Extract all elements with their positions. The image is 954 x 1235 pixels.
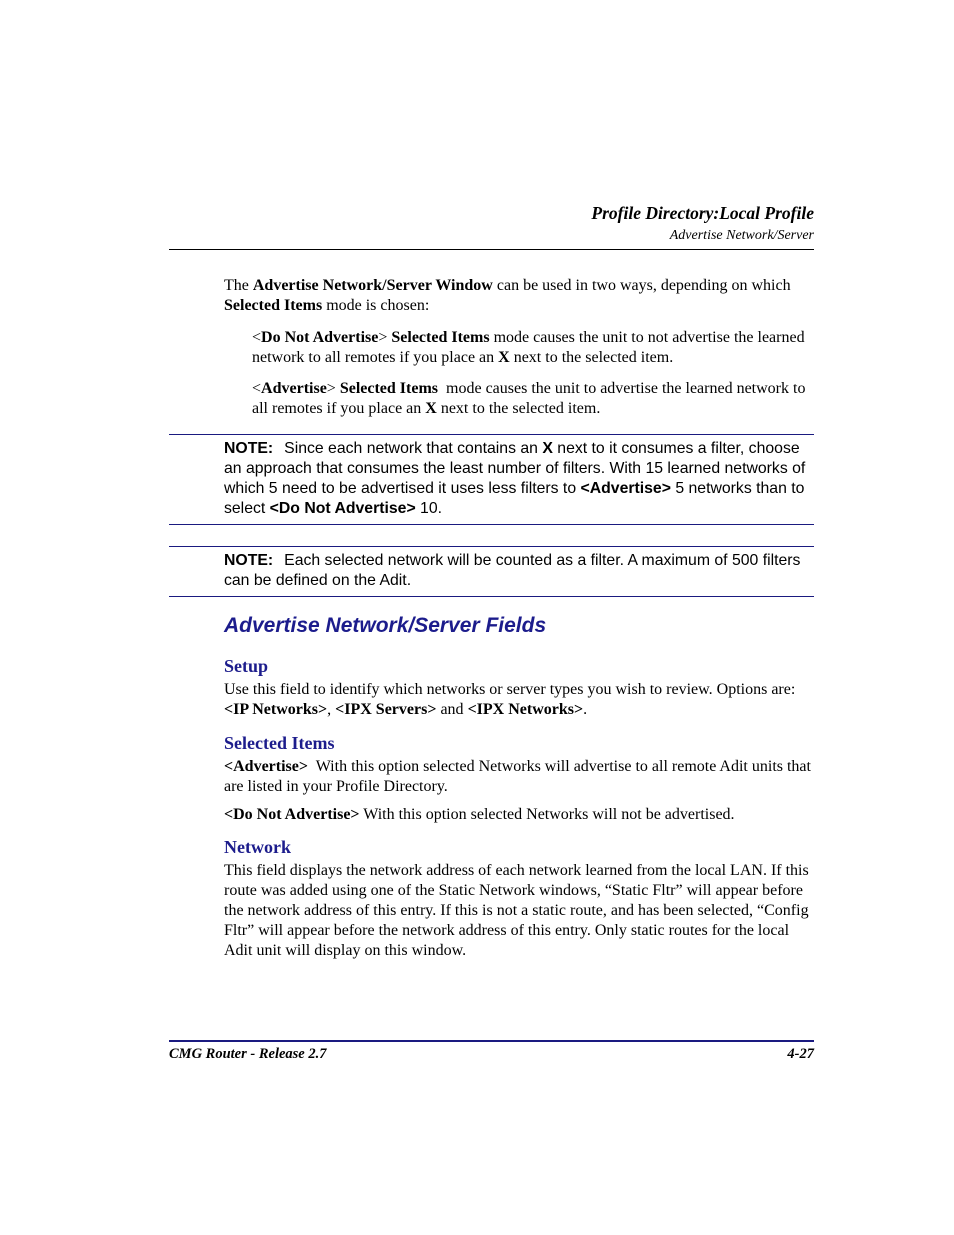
network-heading: Network bbox=[224, 837, 291, 857]
bold: Selected Items bbox=[391, 329, 490, 346]
note2 bbox=[224, 551, 814, 591]
text: < bbox=[252, 380, 262, 397]
selected-items-advertise bbox=[224, 757, 814, 797]
footer-left: CMG Router - Release 2.7 bbox=[169, 1046, 327, 1062]
bold: <Advertise> bbox=[580, 480, 671, 497]
note1-bottom-rule bbox=[169, 524, 814, 525]
text: Use this field to identify which networks or server types you wish to review. Options are: bbox=[224, 681, 796, 698]
note2-top-rule bbox=[169, 546, 814, 547]
footer-rule bbox=[169, 1040, 814, 1042]
text: 5 networks than to select bbox=[224, 480, 805, 517]
text: next to the selected item. bbox=[436, 400, 601, 417]
text: Since each network that contains an bbox=[284, 440, 543, 457]
note-label: NOTE: bbox=[224, 552, 274, 569]
text: With this option selected Networks will not be advertised. bbox=[359, 806, 735, 823]
text: and bbox=[436, 701, 468, 718]
text: mode causes the unit to not advertise the learned network to all remotes if you place an bbox=[252, 329, 805, 366]
bold: <IPX Servers> bbox=[335, 701, 437, 718]
text: With this option selected Networks will advertise to all remote Adit units that are listed in your Profile Directory. bbox=[224, 758, 815, 795]
text: 10. bbox=[415, 500, 443, 517]
text: < bbox=[252, 329, 262, 346]
text: > bbox=[326, 380, 340, 397]
bold: Advertise bbox=[261, 380, 327, 397]
bold: Do Not Advertise bbox=[261, 329, 379, 346]
note2-bottom-rule bbox=[169, 596, 814, 597]
network-text: This field displays the network address of each network learned from the local LAN. If this route was added using one of the Static Network windows, “Static Fltr” will appear before the network address of this entry. If this is not a static route, and has been selected, “Config Fltr” will appear before the network address of this entry. Only static routes for the local Adit unit will display on this window. bbox=[224, 862, 809, 959]
note1 bbox=[224, 439, 814, 519]
bold: X bbox=[425, 400, 437, 417]
bold: <IPX Networks> bbox=[467, 701, 584, 718]
note-label: NOTE: bbox=[224, 440, 274, 457]
running-header-subtitle: Advertise Network/Server bbox=[669, 228, 814, 243]
bold: <Do Not Advertise> bbox=[269, 500, 416, 517]
text: > bbox=[378, 329, 392, 346]
footer-page-number: 4-27 bbox=[787, 1046, 814, 1062]
intro-bold-1: Advertise Network/Server Window bbox=[252, 277, 493, 294]
bold: <Advertise> bbox=[224, 758, 308, 775]
bold: <IP Networks> bbox=[224, 701, 328, 718]
mode-do-not-advertise bbox=[252, 328, 814, 368]
intro-text-2: can be used in two ways, depending on which bbox=[492, 277, 791, 294]
intro-paragraph bbox=[224, 276, 814, 316]
intro-text-3: mode is chosen: bbox=[322, 297, 430, 314]
setup-heading: Setup bbox=[224, 656, 269, 676]
bold: Selected Items bbox=[339, 380, 439, 397]
text: next to it consumes a filter, choose an approach that consumes the least number of filters. With 15 learned networks of which 5 need to be advertised it uses less filters to bbox=[224, 440, 806, 497]
bold: X bbox=[498, 349, 510, 366]
text: Each selected network will be counted as a filter. A maximum of 500 filters can be defined on the Adit. bbox=[224, 552, 801, 589]
bold: X bbox=[542, 440, 553, 457]
header-rule bbox=[169, 249, 814, 250]
setup-text bbox=[224, 680, 814, 720]
selected-items-heading: Selected Items bbox=[224, 733, 335, 753]
intro-bold-2: Selected Items bbox=[224, 297, 323, 314]
bold: <Do Not Advertise> bbox=[224, 806, 360, 823]
intro-text-1: The bbox=[224, 277, 253, 294]
running-header-title: Profile Directory:Local Profile bbox=[591, 203, 814, 223]
mode-advertise bbox=[252, 379, 814, 419]
selected-items-do-not-advertise bbox=[224, 805, 814, 825]
section-title: Advertise Network/Server Fields bbox=[224, 614, 547, 637]
text: , bbox=[327, 701, 336, 718]
text: next to the selected item. bbox=[509, 349, 674, 366]
text: . bbox=[583, 701, 588, 718]
text: mode causes the unit to advertise the learned network to all remotes if you place an bbox=[252, 380, 810, 417]
note1-top-rule bbox=[169, 434, 814, 435]
